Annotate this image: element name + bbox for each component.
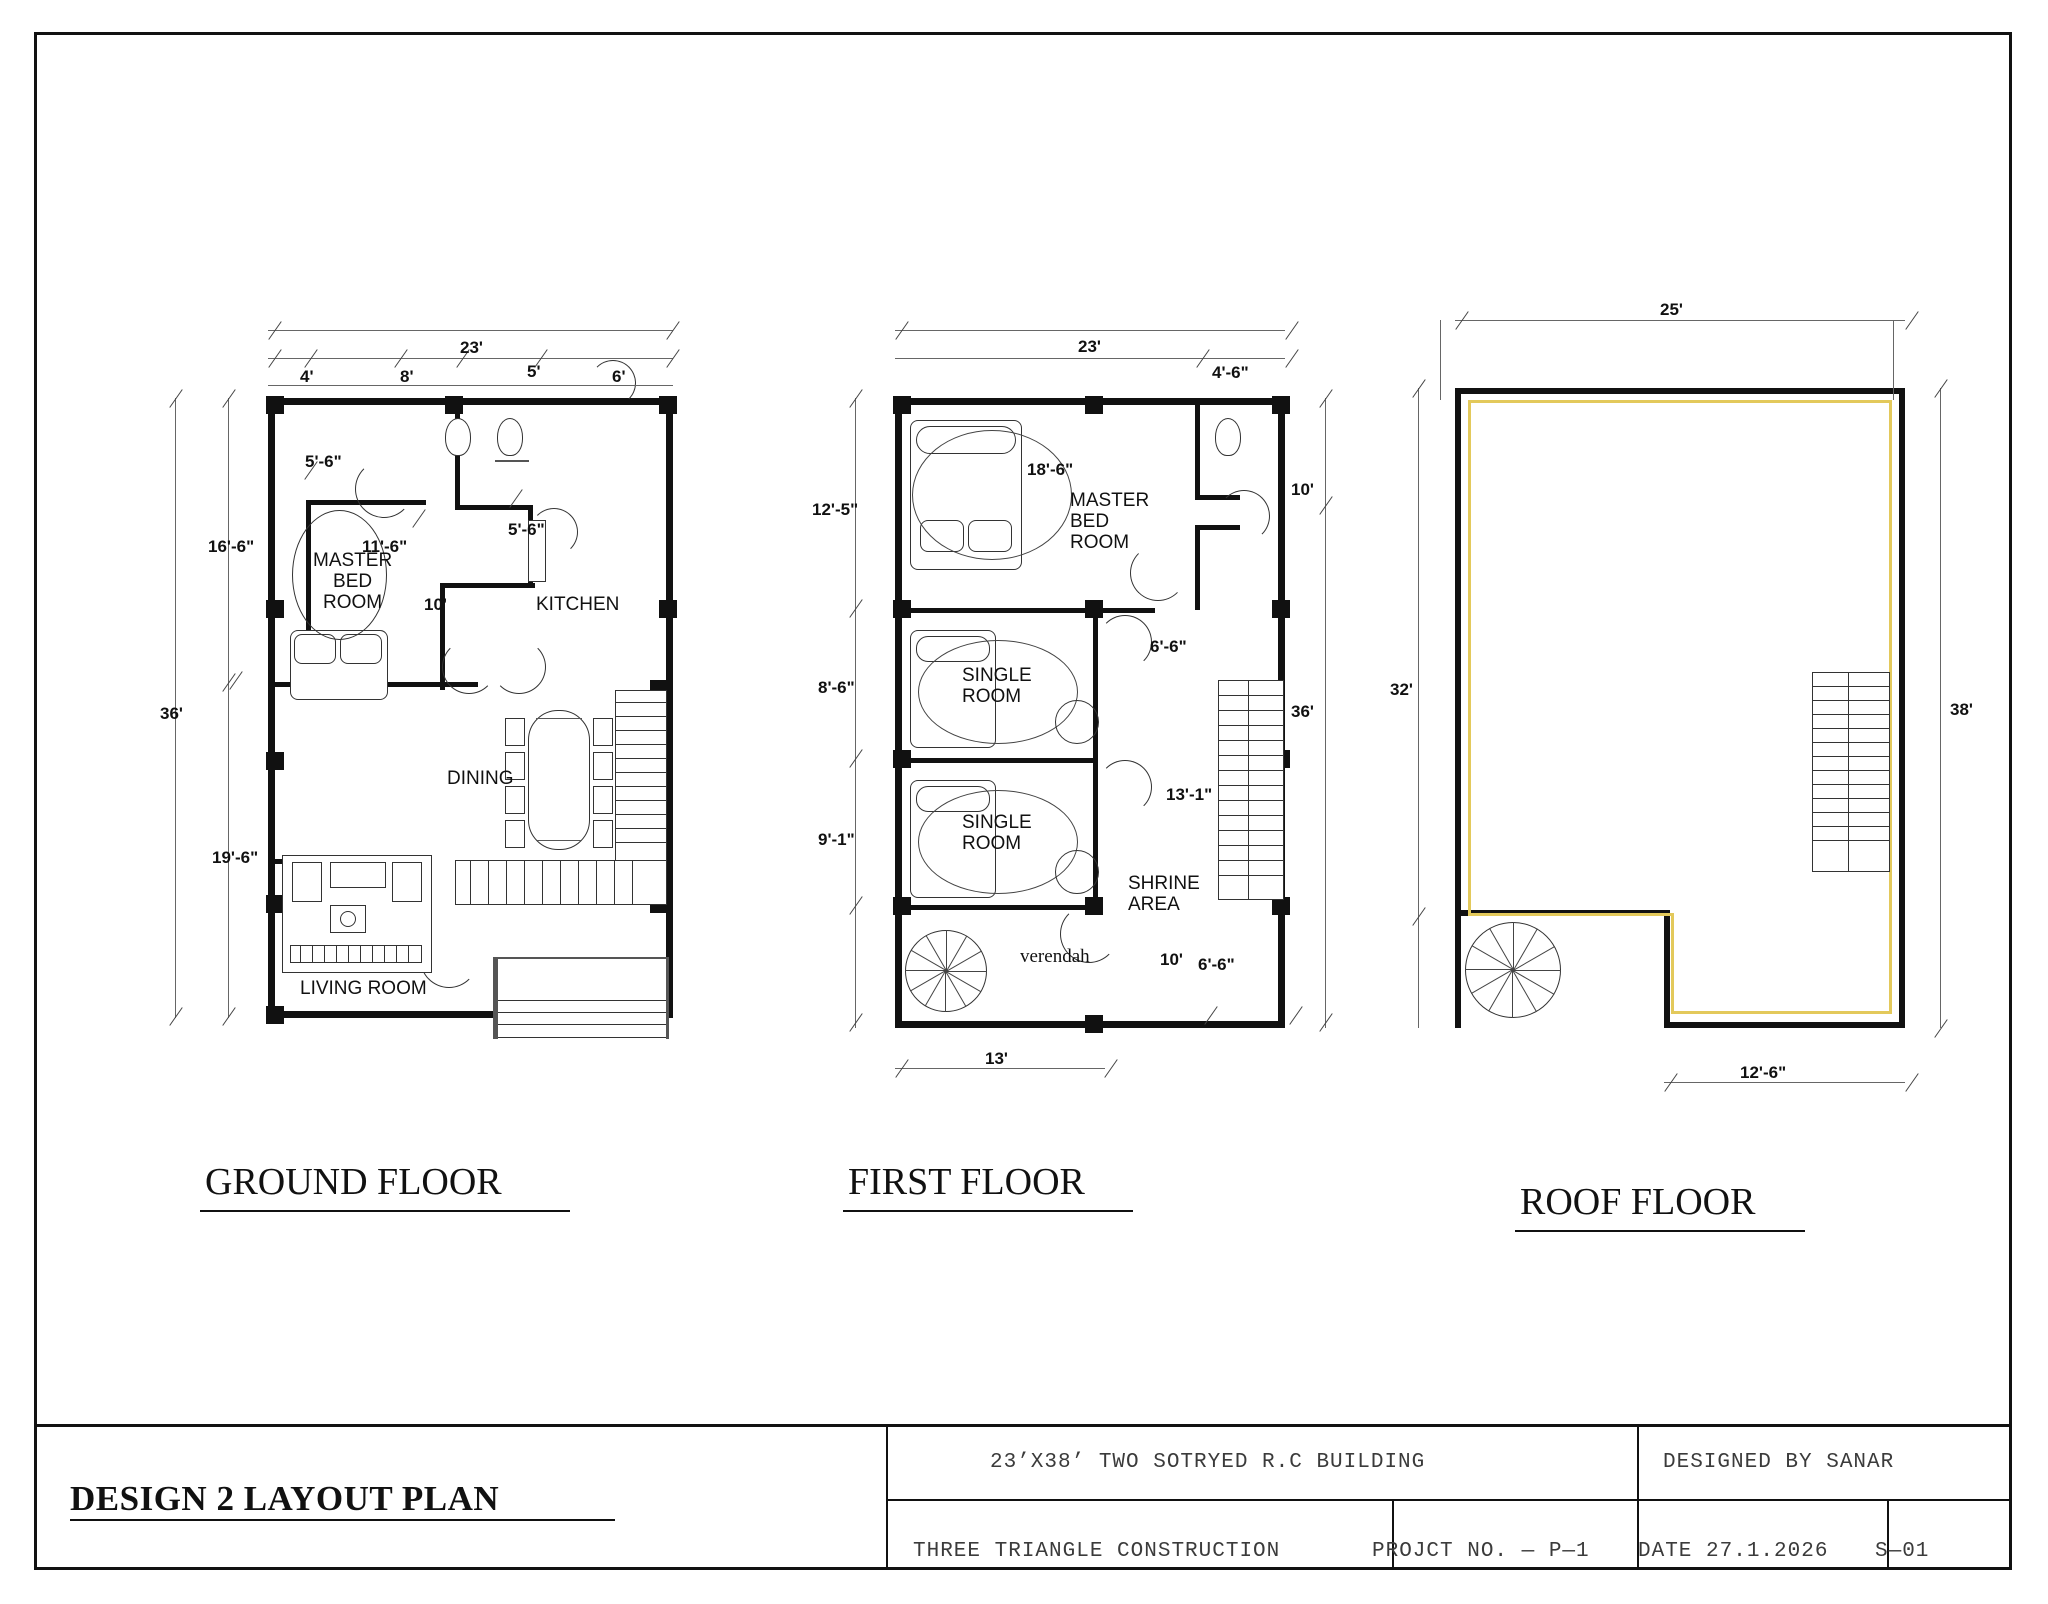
- spiral-spoke: [946, 930, 947, 971]
- wall: [666, 398, 673, 1018]
- stair-step: [578, 860, 579, 905]
- unit-detail: [336, 945, 337, 963]
- bath-detail: [495, 460, 529, 462]
- unit-detail: [384, 945, 385, 963]
- stair-step: [542, 860, 543, 905]
- door-swing: [1098, 615, 1152, 669]
- column: [659, 396, 677, 414]
- stair-step: [524, 860, 525, 905]
- wall: [895, 758, 1095, 763]
- roof-edge: [1468, 400, 1471, 916]
- wall: [1455, 388, 1461, 1028]
- stair-step: [1218, 830, 1284, 831]
- dimension-text: 5'-6": [508, 520, 545, 539]
- stair-step: [615, 814, 667, 815]
- unit-detail: [348, 945, 349, 963]
- stair-step: [1812, 728, 1890, 729]
- plan-title-roof-floor: ROOF FLOOR: [1520, 1181, 1756, 1223]
- dimension-text: 18'-6": [1027, 460, 1074, 479]
- column: [1085, 396, 1103, 414]
- room-label-master-bed-room: [313, 550, 392, 613]
- column: [1085, 600, 1103, 618]
- door-swing: [1130, 545, 1186, 601]
- stair-step: [1218, 710, 1284, 711]
- stair-step: [615, 772, 667, 773]
- dining-chair: [593, 820, 613, 848]
- wall: [1664, 1022, 1905, 1028]
- porch-edge: [493, 957, 669, 959]
- dimension-line: [1940, 388, 1941, 1028]
- stair-step: [1218, 785, 1284, 786]
- unit-detail: [408, 945, 409, 963]
- column: [893, 750, 911, 768]
- stair-rail: [1248, 680, 1249, 900]
- stair-step: [615, 744, 667, 745]
- stair-step: [614, 860, 615, 905]
- dimension-text: 9'-1": [818, 830, 855, 849]
- dimension-text: 6'-6": [1198, 955, 1235, 974]
- wall: [1195, 525, 1200, 610]
- dimension-text: 13'-1": [1166, 785, 1213, 804]
- stair-step: [1218, 875, 1284, 876]
- wall: [268, 398, 275, 1018]
- dimension-line: [895, 358, 1285, 359]
- door-swing: [355, 460, 413, 518]
- stair-step: [1218, 755, 1284, 756]
- dimension-text: 16'-6": [208, 537, 255, 556]
- wall: [1899, 388, 1905, 1028]
- company-name: THREE TRIANGLE CONSTRUCTION: [913, 1540, 1281, 1563]
- dining-chair: [593, 786, 613, 814]
- column: [266, 752, 284, 770]
- wall: [895, 608, 1155, 613]
- spiral-spoke: [905, 970, 946, 971]
- dimension-text: 11'-6": [362, 537, 408, 556]
- dimension-text: 10': [424, 595, 447, 614]
- room-label-master-bed-room: [1070, 490, 1149, 553]
- room-label-line: SINGLE: [962, 665, 1032, 686]
- stair-step: [1218, 800, 1284, 801]
- dimension-line: [1325, 398, 1326, 1028]
- stair-step: [1812, 714, 1890, 715]
- dimension-text: 32': [1390, 680, 1413, 699]
- dimension-text: 4': [300, 367, 314, 386]
- door-swing: [1098, 760, 1152, 814]
- dimension-text: 23': [460, 338, 483, 357]
- stair-step: [615, 716, 667, 717]
- dimension-line: [268, 358, 673, 359]
- spiral-spoke: [1513, 922, 1514, 970]
- column: [893, 396, 911, 414]
- door-swing: [1218, 490, 1270, 542]
- dimension-text: 6': [612, 367, 626, 386]
- stair-step: [615, 800, 667, 801]
- room-label-line: ROOM: [962, 686, 1022, 707]
- room-label-shrine-area: [1128, 873, 1200, 915]
- room-label-line: MASTER: [1070, 490, 1150, 511]
- room-label-line: BED: [333, 571, 373, 592]
- designer-name: DESIGNED BY SANAR: [1663, 1451, 1895, 1474]
- room-label-line: BED: [1070, 511, 1110, 532]
- roof-edge: [1468, 913, 1673, 916]
- dimension-text: 38': [1950, 700, 1973, 719]
- dimension-line: [268, 330, 673, 331]
- table-detail: [536, 840, 582, 841]
- dimension-line: [1455, 320, 1905, 321]
- dimension-text: 8': [400, 367, 414, 386]
- room-label-line: ROOM: [962, 833, 1022, 854]
- stair-step: [615, 786, 667, 787]
- room-label-line: AREA: [1128, 894, 1180, 915]
- dimension-text: 10': [1291, 480, 1314, 499]
- spiral-spoke: [946, 971, 987, 972]
- unit-detail: [360, 945, 361, 963]
- column: [445, 396, 463, 414]
- spiral-spoke: [1513, 970, 1561, 971]
- column: [659, 600, 677, 618]
- column: [1272, 600, 1290, 618]
- door-swing: [492, 640, 546, 694]
- dimension-text: 8'-6": [818, 678, 855, 697]
- dimension-line: [1418, 388, 1419, 1028]
- sofa: [330, 862, 386, 888]
- plan-title-ground-floor: GROUND FLOOR: [205, 1161, 502, 1203]
- building-description: 23’X38’ TWO SOTRYED R.C BUILDING: [990, 1451, 1426, 1474]
- stair-step: [1218, 770, 1284, 771]
- dining-chair: [505, 786, 525, 814]
- stair-run: [455, 860, 667, 905]
- stair-step: [1812, 798, 1890, 799]
- stair-step: [615, 842, 667, 843]
- room-label-line: MASTER: [313, 550, 393, 571]
- wall: [1664, 910, 1670, 1028]
- sheet-no: S—01: [1875, 1540, 1930, 1563]
- column: [1085, 1015, 1103, 1033]
- room-label-single-room-1: [962, 665, 1032, 707]
- armchair: [292, 862, 322, 902]
- roof-edge: [1468, 400, 1892, 403]
- roof-edge: [1671, 1011, 1892, 1014]
- door-swing: [442, 640, 496, 694]
- column: [266, 1006, 284, 1024]
- dimension-line: [1893, 320, 1894, 400]
- wall: [1455, 388, 1905, 394]
- unit-detail: [396, 945, 397, 963]
- room-label-line: ROOM: [1070, 532, 1130, 553]
- dimension-text: 36': [160, 704, 183, 723]
- stair-step: [1218, 695, 1284, 696]
- column: [1272, 396, 1290, 414]
- spiral-spoke: [1512, 970, 1513, 1018]
- stair-step: [615, 702, 667, 703]
- roof-edge: [1671, 913, 1674, 1013]
- stair-step: [1218, 860, 1284, 861]
- toilet-fixture: [497, 418, 523, 456]
- armchair: [392, 862, 422, 902]
- stair-step: [615, 730, 667, 731]
- room-label-single-room-2: [962, 812, 1032, 854]
- table-detail: [536, 718, 582, 719]
- dimension-text: 13': [985, 1049, 1008, 1068]
- dimension-text: 25': [1660, 300, 1683, 319]
- spiral-spoke: [1465, 969, 1513, 970]
- stair-step: [1812, 742, 1890, 743]
- stair-step: [1218, 815, 1284, 816]
- project-no: PROJCT NO. — P—1: [1372, 1540, 1590, 1563]
- column: [266, 600, 284, 618]
- wall: [440, 583, 535, 588]
- stair-step: [1812, 812, 1890, 813]
- dimension-text: 36': [1291, 702, 1314, 721]
- title-block-divider: [886, 1427, 888, 1568]
- wall: [895, 398, 902, 1028]
- tv-unit: [290, 945, 422, 963]
- step: [493, 1024, 669, 1025]
- stair-step: [560, 860, 561, 905]
- stair-step: [488, 860, 489, 905]
- column: [893, 600, 911, 618]
- dimension-text: 6'-6": [1150, 637, 1187, 656]
- spiral-spoke: [945, 971, 946, 1012]
- unit-detail: [312, 945, 313, 963]
- stair-run: [1218, 680, 1284, 900]
- stair-step: [1812, 826, 1890, 827]
- title-block-divider: [886, 1499, 2009, 1501]
- dimension-text: 12'-6": [1740, 1063, 1787, 1082]
- dining-chair: [593, 752, 613, 780]
- column: [893, 897, 911, 915]
- stair-step: [1218, 845, 1284, 846]
- stair-step: [470, 860, 471, 905]
- stair-step: [1812, 784, 1890, 785]
- dining-chair: [593, 718, 613, 746]
- dining-chair: [505, 718, 525, 746]
- porch-edge: [493, 957, 498, 1039]
- plan-title-underline: [1515, 1230, 1805, 1232]
- dimension-text: 19'-6": [212, 848, 259, 867]
- stair-step: [506, 860, 507, 905]
- dimension-line: [895, 330, 1285, 331]
- stair-rail: [1848, 672, 1849, 872]
- column: [266, 396, 284, 414]
- room-label-line: SHRINE: [1128, 873, 1200, 894]
- bed-arc: [912, 430, 1072, 560]
- room-label-line: ROOM: [323, 592, 383, 613]
- entry-steps: [493, 1000, 669, 1038]
- plan-title-underline: [843, 1210, 1133, 1212]
- wall: [895, 905, 1095, 910]
- table-detail: [340, 911, 356, 927]
- stair-step: [1218, 740, 1284, 741]
- dimension-text: 5'-6": [305, 452, 342, 471]
- stair-step: [632, 860, 633, 905]
- dimension-text: 4'-6": [1212, 363, 1249, 382]
- wall: [1195, 398, 1200, 498]
- plan-title-underline: [200, 1210, 570, 1212]
- unit-detail: [324, 945, 325, 963]
- detail-arc: [1055, 700, 1099, 744]
- dimension-line: [228, 398, 229, 1018]
- dimension-text: 5': [527, 362, 541, 381]
- stair-step: [1812, 770, 1890, 771]
- dimension-text: 12'-5": [812, 500, 859, 519]
- detail-arc: [1055, 850, 1099, 894]
- stair-run: [1812, 672, 1890, 872]
- stair-step: [1812, 686, 1890, 687]
- stair-step: [596, 860, 597, 905]
- sheet-title-underline: [70, 1519, 615, 1521]
- room-label-dining: DINING: [447, 768, 514, 789]
- stair-step: [1812, 756, 1890, 757]
- dining-table: [528, 710, 590, 850]
- sheet-title: DESIGN 2 LAYOUT PLAN: [70, 1479, 500, 1518]
- unit-detail: [300, 945, 301, 963]
- dining-chair: [505, 820, 525, 848]
- porch-edge: [666, 957, 669, 1039]
- stair-step: [1812, 700, 1890, 701]
- plan-title-first-floor: FIRST FLOOR: [848, 1161, 1085, 1203]
- wall: [455, 505, 533, 510]
- dimension-line: [1440, 320, 1441, 400]
- stair-step: [615, 758, 667, 759]
- dimension-text: 10': [1160, 950, 1183, 969]
- unit-detail: [372, 945, 373, 963]
- toilet-fixture: [445, 418, 471, 456]
- dimension-text: 23': [1078, 337, 1101, 356]
- toilet-fixture: [1215, 418, 1241, 456]
- stair-step: [1218, 725, 1284, 726]
- date-text: DATE 27.1.2026: [1638, 1540, 1829, 1563]
- step: [493, 1012, 669, 1013]
- dimension-line: [855, 398, 856, 1028]
- stair-step: [615, 828, 667, 829]
- stair-step: [1812, 840, 1890, 841]
- room-label-line: SINGLE: [962, 812, 1032, 833]
- room-label-verendah: verendah: [1020, 946, 1090, 967]
- room-label-living-room: LIVING ROOM: [300, 978, 427, 999]
- room-label-kitchen: KITCHEN: [536, 594, 620, 615]
